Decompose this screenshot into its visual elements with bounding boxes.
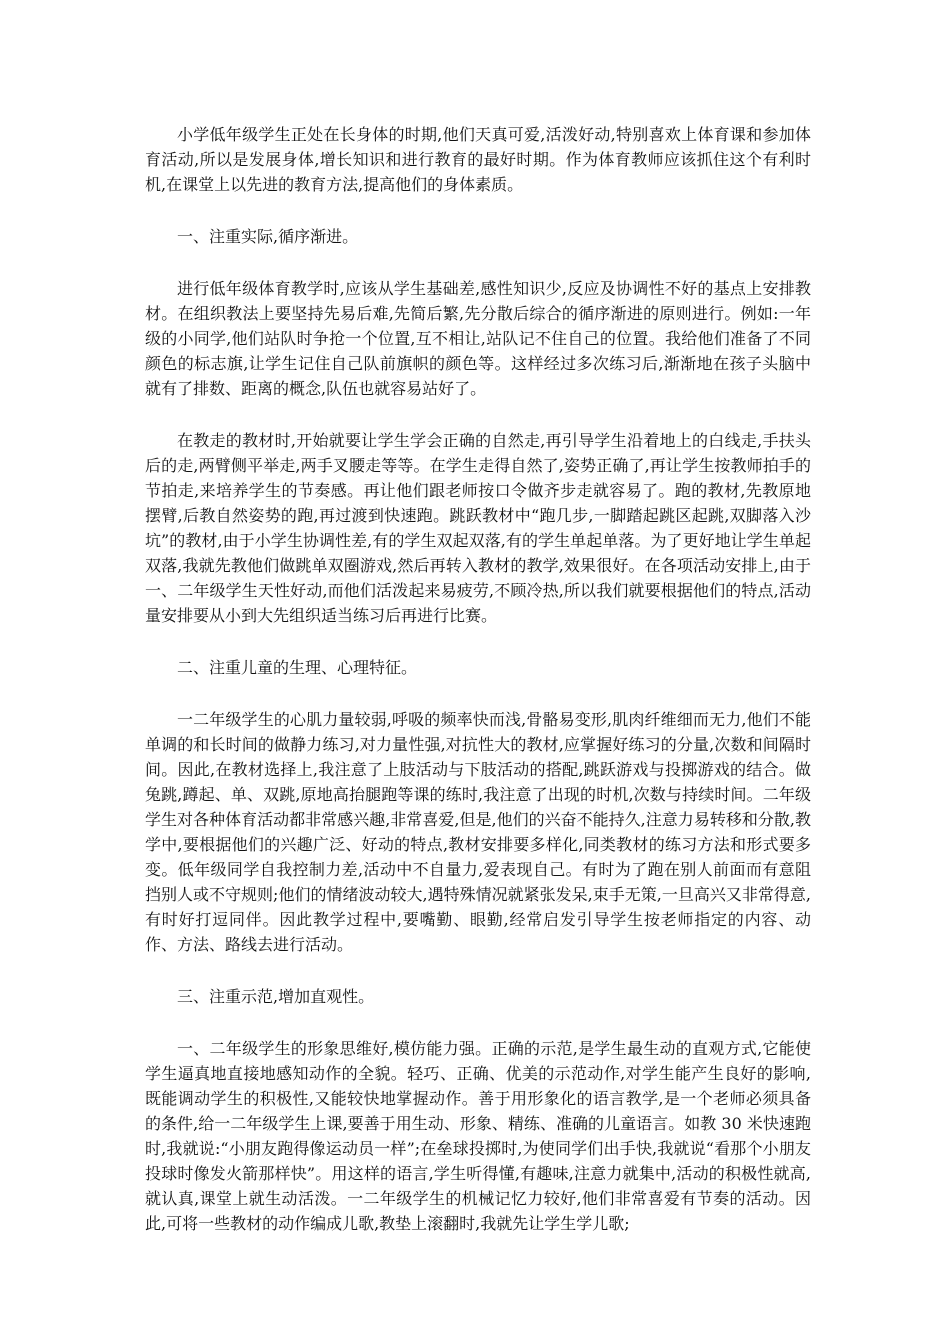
document-body	[145, 122, 811, 1263]
intro-paragraph: 小学低年级学生正处在长身体的时期,他们天真可爱,活泼好动,特别喜欢上体育课和参加体育活动,所以是发展身体,增长知识和进行教育的最好时期。作为体育教师应该抓住这个有利时机,在课堂上以先进的教育方法,提高他们的身体素质。	[145, 125, 811, 194]
body-paragraph: 一、二年级学生的形象思维好,模仿能力强。正确的示范,是学生最生动的直观方式,它能使学生逼真地直接地感知动作的全貌。轻巧、正确、优美的示范动作,对学生能产生良好的影响,既能调动学生的积极性,又能较快地掌握动作。善于用形象化的语言教学,是一个老师必须具备的条件,给一二年级学生上课,要善于用生动、形象、精练、准确的儿童语言。如教 30 米快速跑时,我就说:“小朋友跑得像运动员一样”;在垒球投掷时,为使同学们出手快,我就说“看那个小朋友投球时像发火箭那样快”。用这样的语言,学生听得懂,有趣味,注意力就集中,活动的积极性就高,就认真,课堂上就生动活泼。一二年级学生的机械记忆力较好,他们非常喜爱有节奏的活动。因此,可将一些教材的动作编成儿歌,教垫上滚翻时,我就先让学生学儿歌;	[145, 1039, 811, 1233]
body-paragraph: 在教走的教材时,开始就要让学生学会正确的自然走,再引导学生沿着地上的白线走,手扶头后的走,两臂侧平举走,两手叉腰走等等。在学生走得自然了,姿势正确了,再让学生按教师拍手的节拍走,来培养学生的节奏感。再让他们跟老师按口令做齐步走就容易了。跑的教材,先教原地摆臂,后教自然姿势的跑,再过渡到快速跑。跳跃教材中“跑几步,一脚踏起跳区起跳,双脚落入沙坑”的教材,由于小学生协调性差,有的学生双起双落,有的学生单起单落。为了更好地让学生单起双落,我就先教他们做跳单双圈游戏,然后再转入教材的教学,效果很好。在各项活动安排上,由于一、二年级学生天性好动,而他们活泼起来易疲劳,不顾冷热,所以我们就要根据他们的特点,活动量安排要从小到大先组织适当练习后再进行比赛。	[145, 431, 811, 625]
section-heading-3: 三、注重示范,增加直观性。	[177, 987, 375, 1006]
section-heading-2: 二、注重儿童的生理、心理特征。	[177, 658, 418, 677]
body-paragraph: 进行低年级体育教学时,应该从学生基础差,感性知识少,反应及协调性不好的基点上安排教材。在组织教法上要坚持先易后难,先简后繁,先分散后综合的循序渐进的原则进行。例如:一年级的小同学,他们站队时争抢一个位置,互不相让,站队记不住自己的位置。我给他们准备了不同颜色的标志旗,让学生记住自己队前旗帜的颜色等。这样经过多次练习后,渐渐地在孩子头脑中就有了排数、距离的概念,队伍也就容易站好了。	[145, 279, 811, 398]
body-paragraph: 一二年级学生的心肌力量较弱,呼吸的频率快而浅,骨骼易变形,肌肉纤维细而无力,他们不能单调的和长时间的做静力练习,对力量性强,对抗性大的教材,应掌握好练习的分量,次数和间隔时间。因此,在教材选择上,我注意了上肢活动与下肢活动的搭配,跳跃游戏与投掷游戏的结合。做兔跳,蹲起、单、双跳,原地高抬腿跑等课的练时,我注意了出现的时机,次数与持续时间。二年级学生对各种体育活动都非常感兴趣,非常喜爱,但是,他们的兴奋不能持久,注意力易转移和分散,教学中,要根据他们的兴趣广泛、好动的特点,教材安排要多样化,同类教材的练习方法和形式要多变。低年级同学自我控制力差,活动中不自量力,爱表现自己。有时为了跑在别人前面而有意阻挡别人或不守规则;他们的情绪波动较大,遇特殊情况就紧张发呆,束手无策,一旦高兴又非常得意,有时好打逗同伴。因此教学过程中,要嘴勤、眼勤,经常启发引导学生按老师指定的内容、动作、方法、路线去进行活动。	[145, 710, 811, 954]
section-heading-1: 一、注重实际,循序渐进。	[177, 227, 359, 246]
